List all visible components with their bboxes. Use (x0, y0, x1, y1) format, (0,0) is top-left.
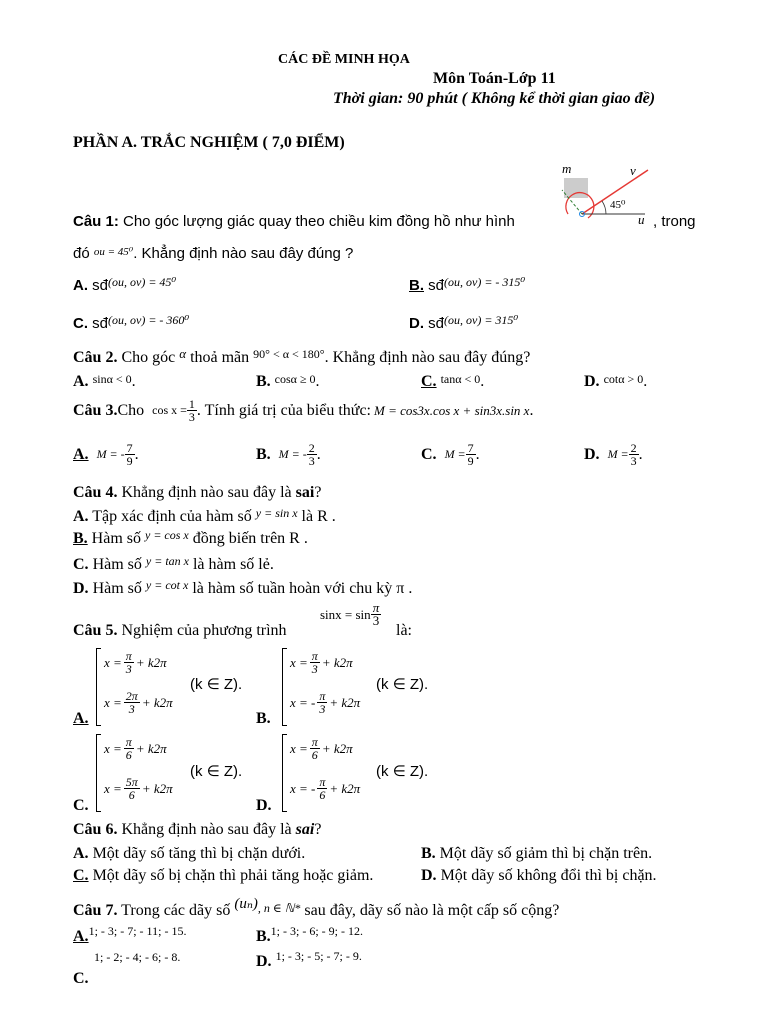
subject-line: Môn Toán-Lớp 11 (433, 70, 556, 87)
frac-den: 3 (319, 702, 326, 716)
q3-expr: M = cos3x.cos x + sin3x.sin x (374, 402, 530, 418)
frac-den: 3 (128, 702, 135, 716)
sys-term: + k2π (141, 694, 173, 710)
sys-term: + k2π (321, 740, 353, 756)
option-key: A. (73, 845, 89, 862)
option-key: C. (421, 373, 437, 390)
option-expr: (ou, ov) = 45⁰ (108, 275, 177, 289)
option-text-a: Hàm số (87, 530, 145, 547)
q4-stem (73, 484, 321, 502)
sys-lhs: x = (104, 740, 122, 756)
option-text-a: Tập xác định của hàm số (88, 508, 256, 525)
option-key: B. (421, 845, 436, 862)
option-key: A. (73, 508, 89, 525)
q3-option-c[interactable]: C. M = $\frac{7}{9}$ . (421, 441, 480, 468)
frac-den: 9 (467, 454, 474, 468)
option-expr: y = cos x (145, 528, 189, 542)
q7-seq: (uₙ) (234, 896, 258, 912)
q2-text-a: Cho góc (117, 349, 176, 366)
q1-line2 (73, 245, 353, 262)
q3-label: Câu 3. (73, 401, 118, 419)
q5-option-a-cond: (k ∈ Z). (190, 676, 243, 693)
sys-term: + k2π (321, 654, 353, 670)
sys-term: + k2π (135, 654, 167, 670)
q5-option-b-key[interactable]: B. (256, 710, 271, 727)
frac-den: 3 (311, 662, 318, 676)
option-key: D. (584, 373, 600, 390)
option-expr: 1; - 2; - 4; - 6; - 8. (94, 950, 181, 964)
q7-option-b[interactable] (256, 924, 363, 946)
option-text: Một dãy số không đổi thì bị chặn. (436, 867, 657, 884)
option-prefix: sđ (92, 277, 109, 294)
option-prefix: sđ (92, 315, 109, 332)
q7-stem (73, 896, 560, 920)
frac-num: 2 (630, 441, 637, 455)
q1-line1 (73, 213, 515, 230)
option-expr: (ou, ov) = 315⁰ (444, 313, 519, 327)
sys-term: + k2π (329, 780, 361, 796)
q4-option-a[interactable] (73, 508, 336, 526)
label-45: 45⁰ (610, 199, 626, 211)
q2-option-a[interactable]: A. sinα < 0. (73, 372, 136, 390)
frac-den: 6 (319, 788, 326, 802)
time-line: Thời gian: 90 phút ( Không kể thời gian giao đề) (333, 90, 656, 107)
frac-num: 1 (188, 397, 195, 411)
sys-term: + k2π (141, 780, 173, 796)
q5-option-a-key[interactable]: A. (73, 710, 89, 727)
q1-option-a[interactable] (73, 277, 176, 294)
frac-den: 6 (311, 748, 318, 762)
option-key: C. (73, 315, 88, 332)
option-key: B. (256, 373, 271, 390)
q5-label: Câu 5. (73, 622, 118, 639)
option-expr: sinα < 0 (92, 372, 132, 386)
q6-label: Câu 6. (73, 821, 118, 838)
q5-option-b-cond: (k ∈ Z). (376, 676, 429, 693)
frac-num: π (311, 649, 318, 663)
option-key: C. (73, 867, 89, 884)
q1-option-b[interactable] (409, 277, 525, 294)
q5-option-c-cond: (k ∈ Z). (190, 763, 243, 780)
q3-option-a[interactable]: A. M = - $\frac{7}{9}$ . (73, 441, 139, 468)
q5-option-d-cond: (k ∈ Z). (376, 763, 429, 780)
option-expr: cotα > 0 (603, 372, 644, 386)
q2-option-c[interactable]: C. tanα < 0. (421, 372, 485, 390)
option-text-b: là hàm số tuần hoàn với chu kỳ π . (188, 580, 413, 597)
q5-text-end: là: (396, 622, 412, 639)
frac-num: 5π (125, 775, 138, 789)
q6-stem (73, 821, 321, 839)
q2-stem (73, 346, 531, 367)
q2-alpha: α (179, 346, 187, 361)
q5-eq-lhs: sinx = sin (320, 606, 371, 622)
option-key: B. (256, 445, 271, 463)
q3-given-lhs: cos x = (152, 403, 187, 417)
frac-num: π (319, 775, 326, 789)
section-title: PHẦN A. TRẮC NGHIỆM ( 7,0 ĐIỂM) (73, 134, 345, 151)
frac-num: 2 (308, 441, 315, 455)
option-key: A. (73, 277, 88, 294)
option-text-b: đồng biến trên R . (188, 530, 308, 547)
sys-term: + k2π (135, 740, 167, 756)
option-expr: y = sin x (255, 506, 298, 520)
frac-den: 3 (372, 613, 380, 628)
frac-den: 9 (126, 454, 133, 468)
q4-option-d[interactable] (73, 580, 412, 598)
q5-text: Nghiệm của phương trình (117, 622, 287, 639)
option-key: A. (73, 445, 89, 463)
option-expr: cosα ≥ 0 (274, 372, 316, 386)
sys-lhs: x = (290, 654, 308, 670)
q7-option-a[interactable] (73, 924, 187, 946)
q3-text-b: . Tính giá trị của biểu thức: (196, 401, 371, 419)
q5-option-c-key[interactable]: C. (73, 797, 89, 814)
option-lhs: M = - (96, 447, 125, 461)
option-prefix: sđ (428, 277, 445, 294)
q4-option-b[interactable] (73, 530, 308, 548)
q7-option-d[interactable] (256, 949, 362, 971)
option-key: B. (256, 928, 271, 945)
option-key: D. (73, 580, 89, 597)
q7-text-end: sau đây, dãy số nào là một cấp số cộng? (300, 902, 560, 919)
option-key: C. (73, 970, 89, 987)
q1-text-end: , trong (653, 213, 696, 230)
q7-option-c-expr (94, 948, 180, 966)
sys-lhs: x = (104, 780, 122, 796)
sys-lhs: x = - (290, 780, 316, 796)
q1-option-c[interactable] (73, 315, 189, 332)
option-text: Một dãy số tăng thì bị chặn dưới. (88, 845, 306, 862)
q5-equation (320, 602, 381, 627)
option-key: D. (256, 953, 272, 970)
frac-num: π (125, 649, 132, 663)
sys-lhs: x = - (290, 694, 316, 710)
sys-lhs: x = (104, 694, 122, 710)
option-text: Một dãy số bị chặn thì phải tăng hoặc giảm. (88, 867, 374, 884)
label-v: v (630, 163, 636, 178)
q6-emph: sai (295, 821, 315, 838)
option-prefix: sđ (428, 315, 445, 332)
option-text-a: Hàm số (88, 556, 146, 573)
option-key: C. (73, 556, 89, 573)
q3-option-b[interactable]: B. M = - $\frac{2}{3}$ . (256, 441, 321, 468)
option-lhs: M = - (278, 447, 307, 461)
q2-text-b: thoả mãn (186, 349, 250, 366)
option-key: A. (73, 373, 89, 390)
q7-cond: , n ∈ ℕ* (257, 901, 301, 915)
q1-line2-end: . Khẳng định nào sau đây đúng ? (133, 245, 354, 262)
q6-text: Khẳng định nào sau đây là (117, 821, 296, 838)
q1-label: Câu 1: (73, 213, 119, 230)
doc-title: CÁC ĐỀ MINH HỌA (278, 52, 410, 67)
option-key: B. (409, 277, 424, 294)
q1-text: Cho góc lượng giác quay theo chiều kim đồng hồ như hình (118, 213, 515, 230)
label-u: u (638, 212, 645, 227)
frac-num: 7 (467, 441, 474, 455)
option-lhs: M = (444, 447, 466, 461)
option-expr: tanα < 0 (440, 372, 481, 386)
q1-given: ou = 45⁰ (93, 246, 134, 258)
frac-den: 3 (188, 410, 195, 424)
q3-text-a: Cho (117, 401, 145, 419)
frac-num: π (311, 735, 318, 749)
q5-option-d-key[interactable]: D. (256, 797, 272, 814)
option-expr: 1; - 3; - 7; - 11; - 15. (88, 924, 187, 938)
q2-cond: 90° < α < 180° (253, 347, 325, 361)
q1-line2-start: đó (73, 245, 90, 262)
option-text-b: là R . (297, 508, 336, 525)
option-expr: 1; - 3; - 6; - 9; - 12. (270, 924, 363, 938)
q7-label: Câu 7. (73, 902, 118, 919)
q3-option-d[interactable]: D. M = $\frac{2}{3}$ . (584, 441, 643, 468)
q2-label: Câu 2. (73, 349, 118, 366)
frac-num: π (372, 600, 380, 615)
frac-den: 6 (125, 748, 132, 762)
q1-option-d[interactable] (409, 315, 518, 332)
option-key: C. (421, 445, 437, 463)
q3-stem: Câu 3. Cho cos x = $\frac{1}{3}$ . Tính giá trị của biểu thức: M = cos3x.cos x + sin3x.sin x . (73, 397, 534, 424)
option-text: Một dãy số giảm thì bị chặn trên. (435, 845, 653, 862)
frac-den: 3 (308, 454, 315, 468)
option-key: D. (409, 315, 424, 332)
option-key: A. (73, 928, 89, 945)
q6-option-a[interactable] (73, 845, 305, 863)
option-expr: y = tan x (145, 554, 189, 568)
frac-den: 6 (128, 788, 135, 802)
q7-option-c[interactable] (73, 970, 89, 988)
q5-stem-text (73, 622, 287, 640)
q6-option-c[interactable] (73, 867, 373, 885)
frac-num: π (125, 735, 132, 749)
frac-den: 3 (125, 662, 132, 676)
q6-text-end: ? (314, 821, 322, 838)
sys-term: + k2π (329, 694, 361, 710)
q2-text-c: . Khẳng định nào sau đây đúng? (324, 349, 531, 366)
label-m: m (562, 161, 572, 176)
q4-text: Khẳng định nào sau đây là (117, 484, 296, 501)
q4-label: Câu 4. (73, 484, 118, 501)
frac-num: 7 (126, 441, 133, 455)
option-expr: (ou, ov) = - 360⁰ (108, 313, 190, 327)
q6-option-d[interactable] (421, 867, 657, 885)
option-text-b: là hàm số lẻ. (188, 556, 274, 573)
option-lhs: M = (607, 447, 629, 461)
q7-text: Trong các dãy số (117, 902, 231, 919)
frac-den: 3 (630, 454, 637, 468)
q4-text-end: ? (314, 484, 322, 501)
option-expr: y = cot x (145, 578, 189, 592)
frac-num: 2π (125, 689, 138, 703)
option-key: D. (584, 445, 600, 463)
sys-lhs: x = (104, 654, 122, 670)
q2-option-d[interactable]: D. cotα > 0. (584, 372, 648, 390)
option-key: D. (421, 867, 437, 884)
option-expr: 1; - 3; - 5; - 7; - 9. (275, 949, 362, 963)
q4-emph: sai (295, 484, 315, 501)
option-key: B. (73, 530, 88, 547)
frac-num: π (319, 689, 326, 703)
q6-option-b[interactable] (421, 845, 652, 863)
sys-lhs: x = (290, 740, 308, 756)
q2-option-b[interactable]: B. cosα ≥ 0. (256, 372, 320, 390)
option-expr: (ou, ov) = - 315⁰ (444, 275, 526, 289)
q4-option-c[interactable] (73, 556, 274, 574)
option-text-a: Hàm số (88, 580, 146, 597)
